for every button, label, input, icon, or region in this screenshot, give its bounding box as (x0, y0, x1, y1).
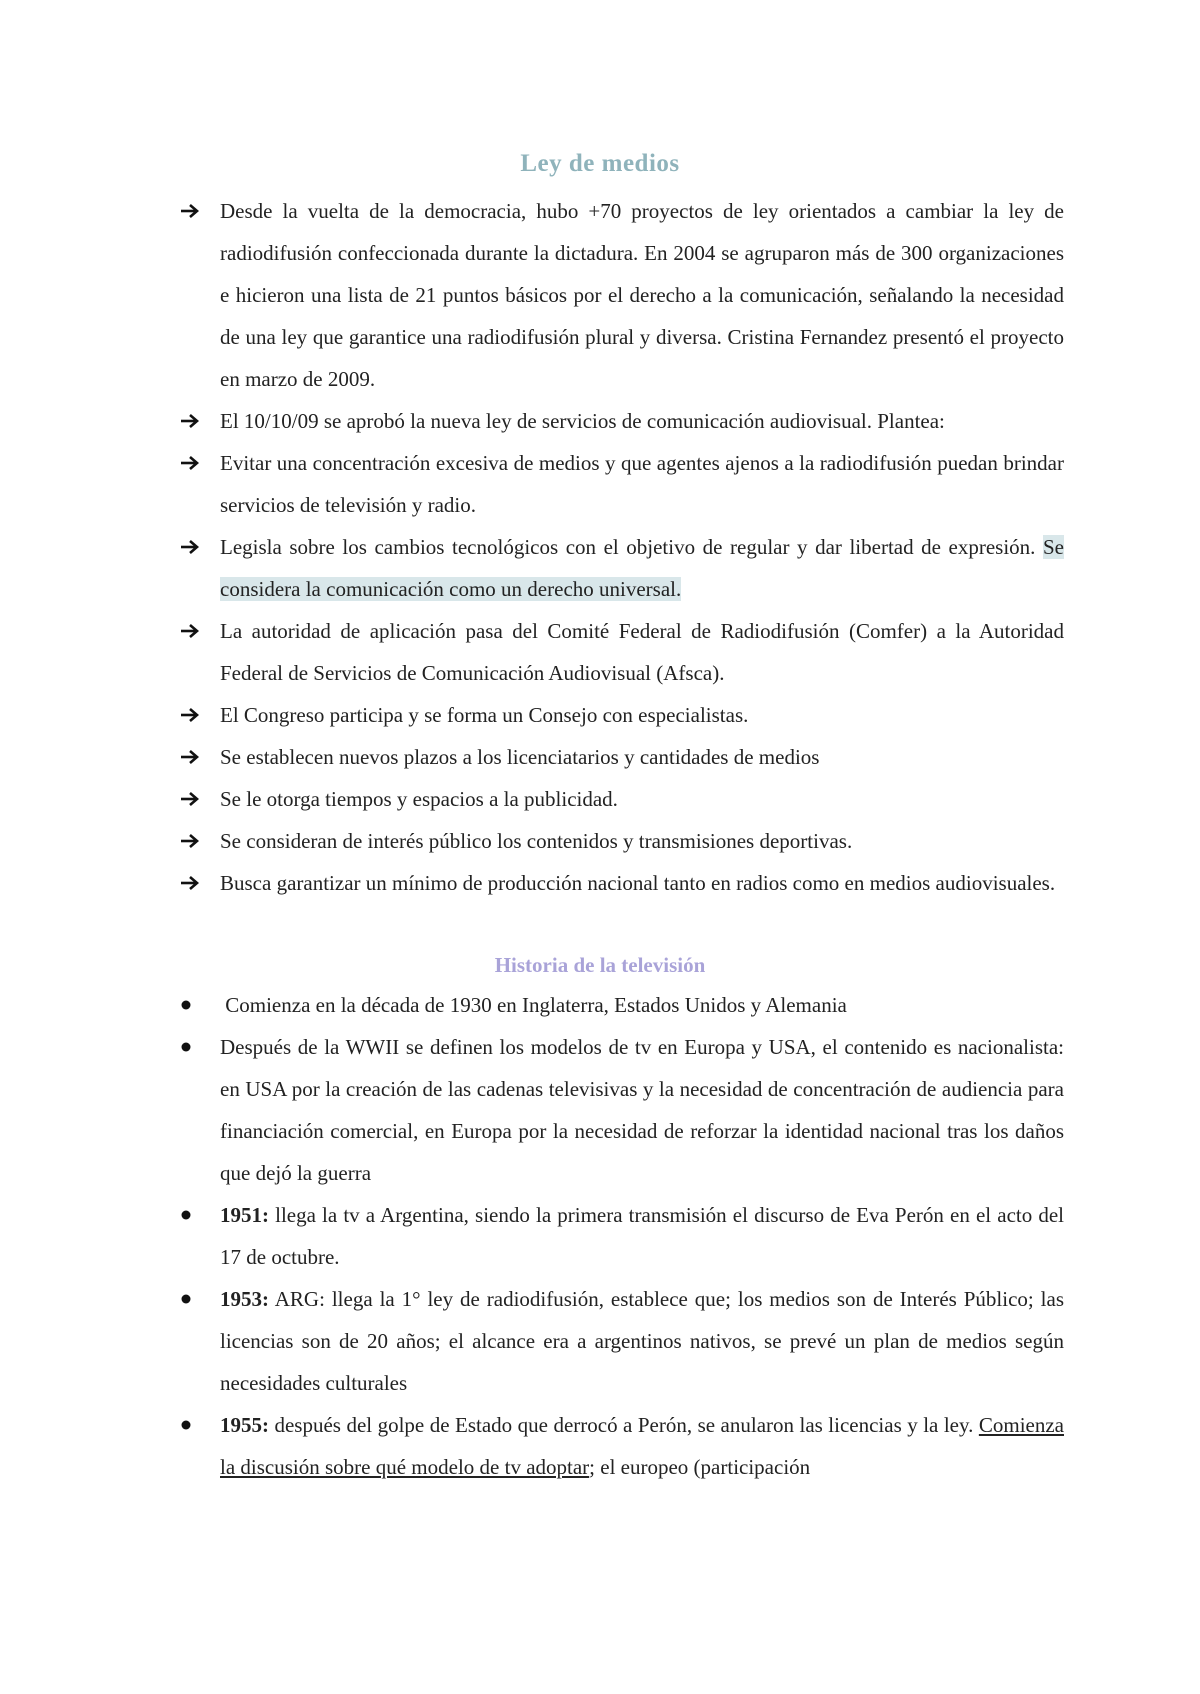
arrow-right-icon (180, 862, 210, 904)
list-item (220, 778, 1064, 820)
item-text: llega la tv a Argentina, siendo la primera transmisión el discurso de Eva Perón en el acto del 17 de octubre. (220, 1203, 1064, 1269)
item-text: El 10/10/09 se aprobó la nueva ley de servicios de comunicación audiovisual. Plantea: (220, 409, 945, 433)
arrow-right-icon (180, 820, 210, 862)
bullet-dot-icon (180, 1404, 210, 1446)
arrow-right-icon (180, 190, 210, 232)
arrow-right-icon (180, 400, 210, 442)
item-text: Legisla sobre los cambios tecnológicos con el objetivo de regular y dar libertad de expresión. (220, 535, 1043, 559)
underlined-text: Comienza la discusión sobre qué modelo de tv adoptar (220, 1413, 1064, 1479)
arrow-right-icon (180, 442, 210, 484)
item-text: El Congreso participa y se forma un Consejo con especialistas. (220, 703, 749, 727)
bullet-dot-icon (180, 1194, 210, 1236)
ley-de-medios-list (0, 190, 1200, 904)
arrow-right-icon (180, 736, 210, 778)
item-text: Se consideran de interés público los contenidos y transmisiones deportivas. (220, 829, 853, 853)
arrow-right-icon (180, 526, 210, 568)
list-item (220, 400, 1064, 442)
historia-tv-list (0, 984, 1200, 1488)
year-label: 1951: (220, 1203, 269, 1227)
list-item (220, 1194, 1064, 1278)
item-text: Evitar una concentración excesiva de medios y que agentes ajenos a la radiodifusión puedan brindar servicios de televisión y radio. (220, 451, 1064, 517)
item-text: Después de la WWII se definen los modelos de tv en Europa y USA, el contenido es nacionalista: en USA por la creación de las cadenas televisivas y la necesidad de concentración de audiencia para financiación comercial, en Europa por la necesidad de reforzar la identidad nacional tras los daños que dejó la guerra (220, 1035, 1064, 1185)
list-item (220, 442, 1064, 526)
item-text: Se establecen nuevos plazos a los licenciatarios y cantidades de medios (220, 745, 820, 769)
list-item (220, 736, 1064, 778)
item-text: La autoridad de aplicación pasa del Comité Federal de Radiodifusión (Comfer) a la Autoridad Federal de Servicios de Comunicación Audiovisual (Afsca). (220, 619, 1064, 685)
list-item (220, 190, 1064, 400)
item-text: Busca garantizar un mínimo de producción nacional tanto en radios como en medios audiovisuales. (220, 871, 1056, 895)
bullet-dot-icon (180, 984, 210, 1026)
highlighted-text: Se considera la comunicación como un derecho universal. (220, 535, 1064, 601)
list-item (220, 862, 1064, 904)
list-item (220, 1278, 1064, 1404)
arrow-right-icon (180, 694, 210, 736)
item-text: después del golpe de Estado que derrocó a Perón, se anularon las licencias y la ley. (269, 1413, 979, 1437)
list-item (220, 526, 1064, 610)
list-item (220, 820, 1064, 862)
item-text: Desde la vuelta de la democracia, hubo +70 proyectos de ley orientados a cambiar la ley de radiodifusión confeccionada durante la dictadura. En 2004 se agruparon más de 300 organizaciones e hicieron una lista de 21 puntos básicos por el derecho a la comunicación, señalando la necesidad de una ley que garantice una radiodifusión plural y diversa. Cristina Fernandez presentó el proyecto en marzo de 2009. (220, 199, 1064, 391)
item-text: ARG: llega la 1° ley de radiodifusión, establece que; los medios son de Interés Público; las licencias son de 20 años; el alcance era a argentinos nativos, se prevé un plan de medios según necesidades culturales (220, 1287, 1064, 1395)
list-item (220, 1026, 1064, 1194)
bullet-dot-icon (180, 1026, 210, 1068)
item-text-tail: ; el europeo (participación (589, 1455, 811, 1479)
year-label: 1953: (220, 1287, 269, 1311)
bullet-dot-icon (180, 1278, 210, 1320)
arrow-right-icon (180, 610, 210, 652)
list-item (220, 1404, 1064, 1488)
list-item (220, 610, 1064, 694)
year-label: 1955: (220, 1413, 269, 1437)
item-text: Se le otorga tiempos y espacios a la publicidad. (220, 787, 618, 811)
item-text: Comienza en la década de 1930 en Inglaterra, Estados Unidos y Alemania (220, 993, 847, 1017)
arrow-right-icon (180, 778, 210, 820)
heading-ley-de-medios: Ley de medios (520, 150, 680, 177)
list-item (220, 694, 1064, 736)
heading-historia-de-la-television: Historia de la televisión (494, 953, 706, 977)
list-item (220, 984, 1064, 1026)
